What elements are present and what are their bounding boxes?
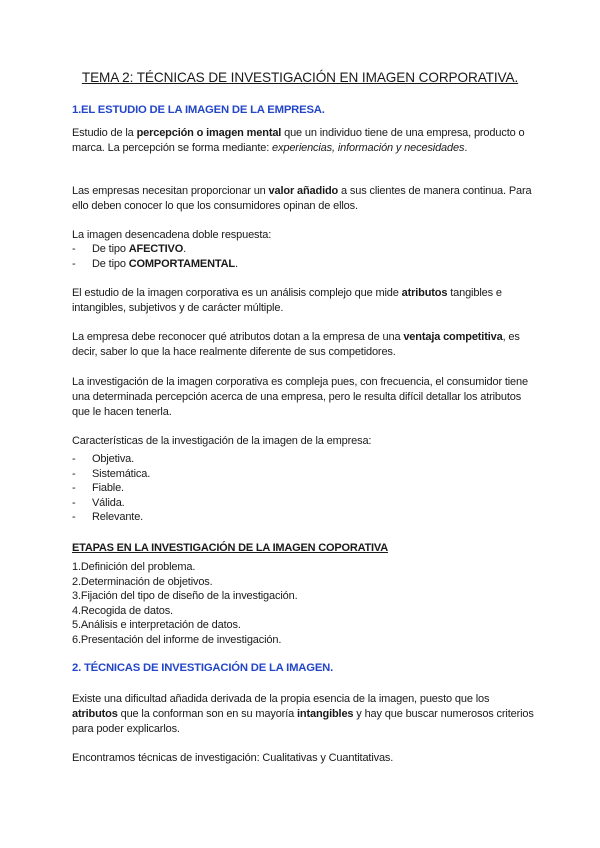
- list-item: - Fiable.: [72, 481, 150, 496]
- list-item: - Sistemática.: [72, 467, 150, 482]
- paragraph-intangibles: Existe una dificultad añadida derivada de la propia esencia de la imagen, puesto que los atributos que la conforman son en su mayoría intangibles y hay que buscar numerosos criterios para poder explicarlos.: [72, 693, 534, 736]
- stages-list: [72, 560, 297, 648]
- characteristics-list: [72, 452, 150, 525]
- list-item: - De tipo AFECTIVO.: [72, 242, 238, 257]
- document-title: TEMA 2: TÉCNICAS DE INVESTIGACIÓN EN IMAGEN CORPORATIVA.: [81, 70, 519, 85]
- list-item: 4.Recogida de datos.: [72, 604, 173, 617]
- list-item: - Relevante.: [72, 510, 150, 525]
- paragraph-competitive-advantage: La empresa debe reconocer qué atributos dotan a la empresa de una ventaja competitiva, es decir, saber lo que la hace realmente diferente de sus competidores.: [72, 331, 520, 359]
- list-item: 5.Análisis e interpretación de datos.: [72, 619, 241, 632]
- paragraph-complexity: La investigación de la imagen corporativa es compleja pues, con frecuencia, el consumidor tiene una determinada percepción acerca de una empresa, pero le resulta difícil detallar los atributos que le hacen tenerla.: [72, 376, 528, 419]
- section-2-heading: 2. TÉCNICAS DE INVESTIGACIÓN DE LA IMAGEN.: [72, 662, 334, 674]
- list-item: 2.Determinación de objetivos.: [72, 575, 213, 588]
- stages-heading: ETAPAS EN LA INVESTIGACIÓN DE LA IMAGEN COPORATIVA: [72, 542, 388, 554]
- paragraph-characteristics: Características de la investigación de la imagen de la empresa:: [72, 435, 372, 447]
- paragraph-perception: Estudio de la percepción o imagen mental que un individuo tiene de una empresa, producto o marca. La percepción se forma mediante: experiencias, información y necesidades.: [72, 127, 525, 155]
- paragraph-double-response: La imagen desencadena doble respuesta:: [72, 229, 272, 241]
- list-item: - Válida.: [72, 496, 150, 511]
- list-item: 3.Fijación del tipo de diseño de la investigación.: [72, 590, 298, 603]
- response-list: [72, 242, 238, 271]
- paragraph-added-value: Las empresas necesitan proporcionar un valor añadido a sus clientes de manera continua. Para ello deben conocer lo que los consumidores opinan de ellos.: [72, 185, 532, 213]
- paragraph-attributes: El estudio de la imagen corporativa es un análisis complejo que mide atributos tangibles e intangibles, subjetivos y de carácter múltiple.: [72, 287, 502, 315]
- list-item: - Objetiva.: [72, 452, 150, 467]
- paragraph-techniques: Encontramos técnicas de investigación: Cualitativas y Cuantitativas.: [72, 752, 394, 764]
- section-1-heading: 1.EL ESTUDIO DE LA IMAGEN DE LA EMPRESA.: [72, 104, 325, 116]
- list-item: - De tipo COMPORTAMENTAL.: [72, 257, 238, 272]
- list-item: 1.Definición del problema.: [72, 561, 196, 573]
- list-item: 6.Presentación del informe de investigación.: [72, 633, 282, 646]
